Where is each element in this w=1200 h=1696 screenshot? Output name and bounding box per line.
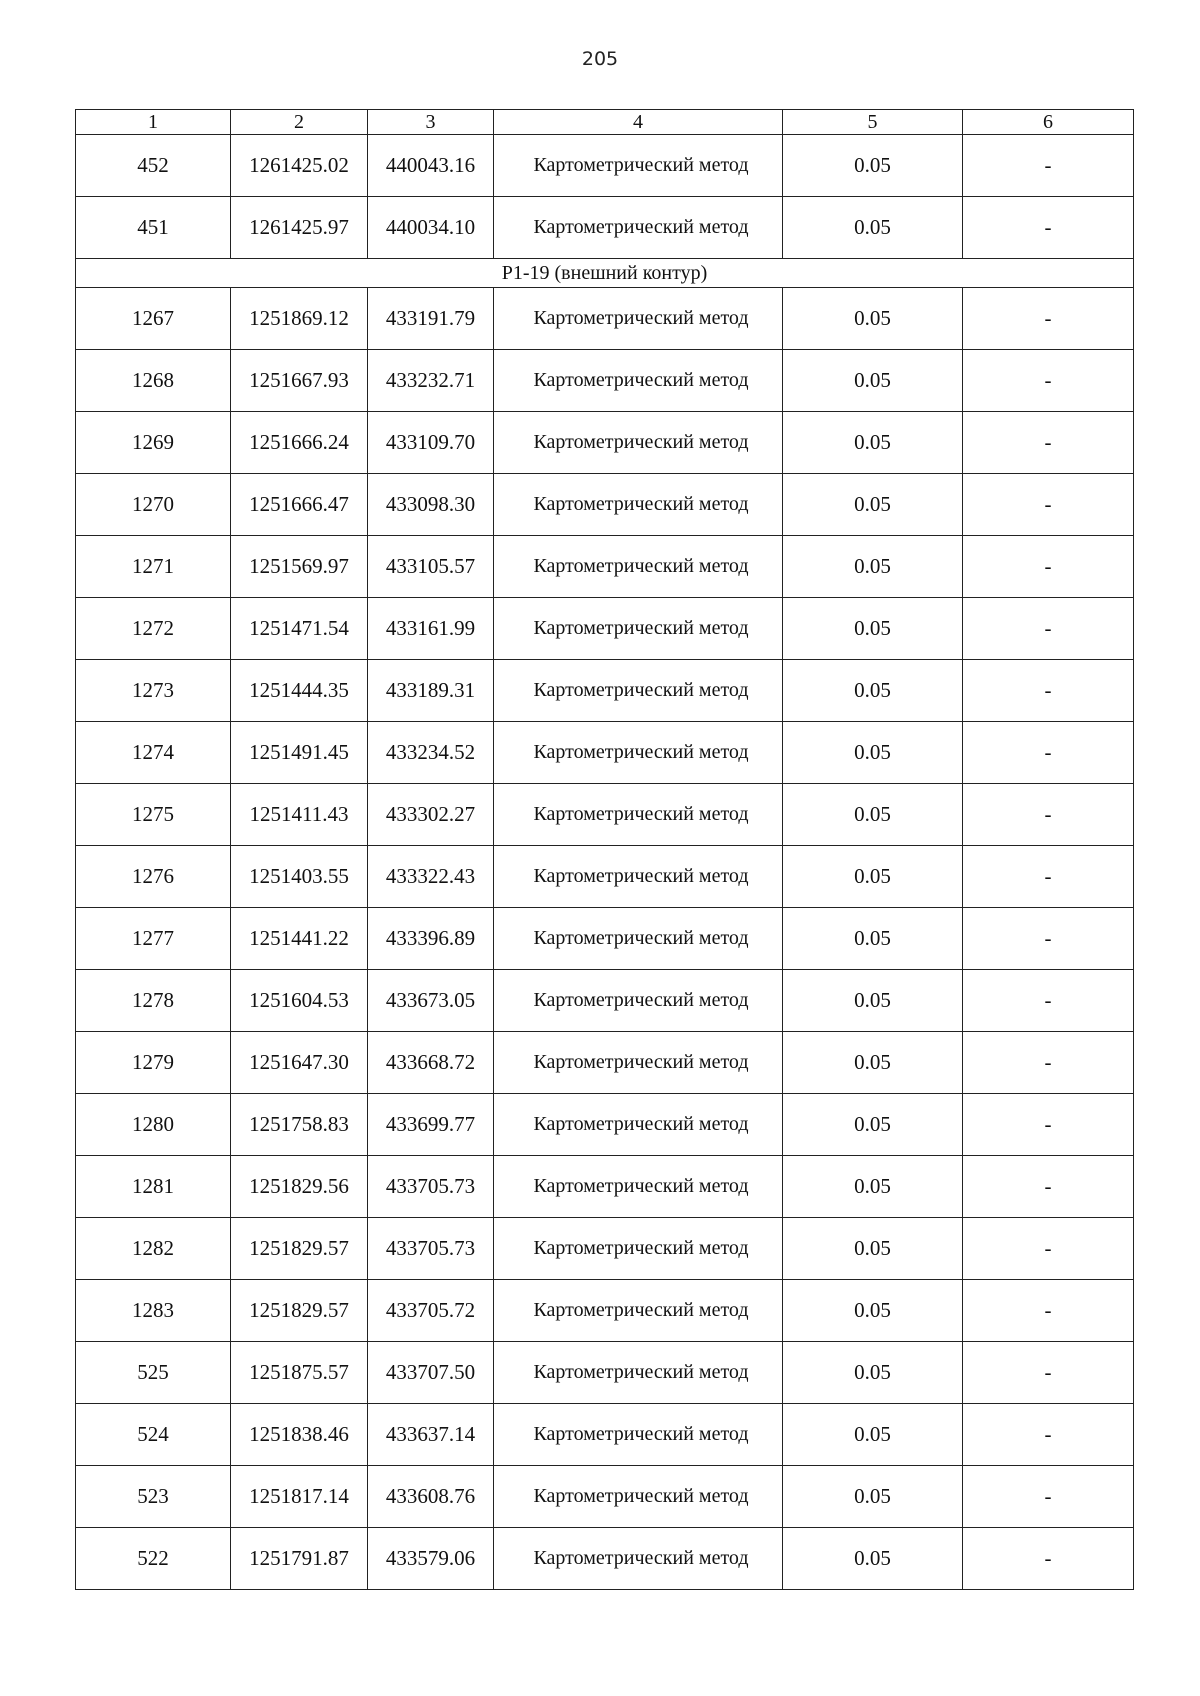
y-coordinate-cell: 433705.72	[368, 1280, 494, 1342]
note-cell: -	[963, 1342, 1134, 1404]
accuracy-cell: 0.05	[783, 722, 963, 784]
table-row	[76, 1342, 1134, 1404]
y-coordinate-cell: 433699.77	[368, 1094, 494, 1156]
method-cell: Картометрический метод	[494, 135, 783, 197]
note-cell: -	[963, 474, 1134, 536]
note-cell: -	[963, 1528, 1134, 1590]
point-cell: 523	[76, 1466, 231, 1528]
header-cell: 6	[963, 110, 1134, 135]
x-coordinate-cell: 1251829.56	[231, 1156, 368, 1218]
point-cell: 1272	[76, 598, 231, 660]
y-coordinate-cell: 433668.72	[368, 1032, 494, 1094]
note-cell: -	[963, 846, 1134, 908]
accuracy-cell: 0.05	[783, 784, 963, 846]
note-cell: -	[963, 1280, 1134, 1342]
accuracy-cell: 0.05	[783, 598, 963, 660]
accuracy-cell: 0.05	[783, 412, 963, 474]
method-cell: Картометрический метод	[494, 1528, 783, 1590]
y-coordinate-cell: 440034.10	[368, 197, 494, 259]
table-row	[76, 1032, 1134, 1094]
accuracy-cell: 0.05	[783, 1032, 963, 1094]
header-cell: 5	[783, 110, 963, 135]
x-coordinate-cell: 1251569.97	[231, 536, 368, 598]
accuracy-cell: 0.05	[783, 908, 963, 970]
section-row	[76, 259, 1134, 288]
y-coordinate-cell: 440043.16	[368, 135, 494, 197]
header-row	[76, 110, 1134, 135]
accuracy-cell: 0.05	[783, 846, 963, 908]
y-coordinate-cell: 433705.73	[368, 1218, 494, 1280]
y-coordinate-cell: 433232.71	[368, 350, 494, 412]
point-cell: 1267	[76, 288, 231, 350]
table-row	[76, 1094, 1134, 1156]
point-cell: 1282	[76, 1218, 231, 1280]
table-row	[76, 412, 1134, 474]
point-cell: 451	[76, 197, 231, 259]
point-cell: 1275	[76, 784, 231, 846]
accuracy-cell: 0.05	[783, 474, 963, 536]
method-cell: Картометрический метод	[494, 288, 783, 350]
x-coordinate-cell: 1251491.45	[231, 722, 368, 784]
method-cell: Картометрический метод	[494, 722, 783, 784]
method-cell: Картометрический метод	[494, 1466, 783, 1528]
point-cell: 1271	[76, 536, 231, 598]
point-cell: 1273	[76, 660, 231, 722]
x-coordinate-cell: 1251869.12	[231, 288, 368, 350]
table-row	[76, 1156, 1134, 1218]
x-coordinate-cell: 1251403.55	[231, 846, 368, 908]
x-coordinate-cell: 1251411.43	[231, 784, 368, 846]
point-cell: 522	[76, 1528, 231, 1590]
accuracy-cell: 0.05	[783, 1404, 963, 1466]
note-cell: -	[963, 288, 1134, 350]
table-row	[76, 1280, 1134, 1342]
y-coordinate-cell: 433189.31	[368, 660, 494, 722]
note-cell: -	[963, 536, 1134, 598]
table-row	[76, 970, 1134, 1032]
accuracy-cell: 0.05	[783, 1280, 963, 1342]
table-row	[76, 197, 1134, 259]
accuracy-cell: 0.05	[783, 197, 963, 259]
y-coordinate-cell: 433396.89	[368, 908, 494, 970]
table-row	[76, 598, 1134, 660]
accuracy-cell: 0.05	[783, 1342, 963, 1404]
note-cell: -	[963, 1032, 1134, 1094]
x-coordinate-cell: 1251444.35	[231, 660, 368, 722]
point-cell: 1279	[76, 1032, 231, 1094]
x-coordinate-cell: 1251441.22	[231, 908, 368, 970]
table-row	[76, 536, 1134, 598]
accuracy-cell: 0.05	[783, 1528, 963, 1590]
note-cell: -	[963, 908, 1134, 970]
y-coordinate-cell: 433161.99	[368, 598, 494, 660]
method-cell: Картометрический метод	[494, 474, 783, 536]
x-coordinate-cell: 1251647.30	[231, 1032, 368, 1094]
method-cell: Картометрический метод	[494, 1218, 783, 1280]
y-coordinate-cell: 433234.52	[368, 722, 494, 784]
method-cell: Картометрический метод	[494, 660, 783, 722]
method-cell: Картометрический метод	[494, 350, 783, 412]
point-cell: 1276	[76, 846, 231, 908]
table-row	[76, 1218, 1134, 1280]
point-cell: 1268	[76, 350, 231, 412]
y-coordinate-cell: 433109.70	[368, 412, 494, 474]
y-coordinate-cell: 433608.76	[368, 1466, 494, 1528]
header-cell: 3	[368, 110, 494, 135]
x-coordinate-cell: 1251829.57	[231, 1218, 368, 1280]
accuracy-cell: 0.05	[783, 1466, 963, 1528]
y-coordinate-cell: 433705.73	[368, 1156, 494, 1218]
method-cell: Картометрический метод	[494, 1342, 783, 1404]
note-cell: -	[963, 970, 1134, 1032]
table-row	[76, 722, 1134, 784]
table-row	[76, 135, 1134, 197]
y-coordinate-cell: 433098.30	[368, 474, 494, 536]
method-cell: Картометрический метод	[494, 598, 783, 660]
y-coordinate-cell: 433707.50	[368, 1342, 494, 1404]
table-body	[76, 135, 1134, 1590]
table-row	[76, 1528, 1134, 1590]
accuracy-cell: 0.05	[783, 536, 963, 598]
x-coordinate-cell: 1251471.54	[231, 598, 368, 660]
accuracy-cell: 0.05	[783, 1156, 963, 1218]
point-cell: 1281	[76, 1156, 231, 1218]
y-coordinate-cell: 433105.57	[368, 536, 494, 598]
x-coordinate-cell: 1251666.47	[231, 474, 368, 536]
note-cell: -	[963, 1218, 1134, 1280]
note-cell: -	[963, 1466, 1134, 1528]
point-cell: 525	[76, 1342, 231, 1404]
table-row	[76, 1466, 1134, 1528]
x-coordinate-cell: 1251791.87	[231, 1528, 368, 1590]
y-coordinate-cell: 433322.43	[368, 846, 494, 908]
accuracy-cell: 0.05	[783, 288, 963, 350]
table-row	[76, 660, 1134, 722]
note-cell: -	[963, 784, 1134, 846]
accuracy-cell: 0.05	[783, 1094, 963, 1156]
point-cell: 1283	[76, 1280, 231, 1342]
coordinates-table	[75, 109, 1134, 1590]
method-cell: Картометрический метод	[494, 197, 783, 259]
method-cell: Картометрический метод	[494, 1032, 783, 1094]
point-cell: 452	[76, 135, 231, 197]
method-cell: Картометрический метод	[494, 908, 783, 970]
y-coordinate-cell: 433191.79	[368, 288, 494, 350]
accuracy-cell: 0.05	[783, 135, 963, 197]
note-cell: -	[963, 1404, 1134, 1466]
x-coordinate-cell: 1251838.46	[231, 1404, 368, 1466]
point-cell: 524	[76, 1404, 231, 1466]
table-row	[76, 784, 1134, 846]
note-cell: -	[963, 412, 1134, 474]
x-coordinate-cell: 1251666.24	[231, 412, 368, 474]
y-coordinate-cell: 433673.05	[368, 970, 494, 1032]
x-coordinate-cell: 1251758.83	[231, 1094, 368, 1156]
note-cell: -	[963, 135, 1134, 197]
note-cell: -	[963, 350, 1134, 412]
method-cell: Картометрический метод	[494, 412, 783, 474]
x-coordinate-cell: 1251817.14	[231, 1466, 368, 1528]
x-coordinate-cell: 1261425.02	[231, 135, 368, 197]
method-cell: Картометрический метод	[494, 784, 783, 846]
x-coordinate-cell: 1251875.57	[231, 1342, 368, 1404]
header-cell: 2	[231, 110, 368, 135]
accuracy-cell: 0.05	[783, 350, 963, 412]
table-row	[76, 350, 1134, 412]
point-cell: 1280	[76, 1094, 231, 1156]
accuracy-cell: 0.05	[783, 970, 963, 1032]
note-cell: -	[963, 660, 1134, 722]
x-coordinate-cell: 1251829.57	[231, 1280, 368, 1342]
table-row	[76, 474, 1134, 536]
point-cell: 1278	[76, 970, 231, 1032]
table-row	[76, 288, 1134, 350]
method-cell: Картометрический метод	[494, 970, 783, 1032]
method-cell: Картометрический метод	[494, 1404, 783, 1466]
y-coordinate-cell: 433579.06	[368, 1528, 494, 1590]
header-cell: 1	[76, 110, 231, 135]
method-cell: Картометрический метод	[494, 1280, 783, 1342]
point-cell: 1277	[76, 908, 231, 970]
section-title: Р1-19 (внешний контур)	[76, 259, 1134, 288]
y-coordinate-cell: 433302.27	[368, 784, 494, 846]
note-cell: -	[963, 722, 1134, 784]
point-cell: 1274	[76, 722, 231, 784]
note-cell: -	[963, 598, 1134, 660]
note-cell: -	[963, 197, 1134, 259]
table-row	[76, 846, 1134, 908]
table-row	[76, 1404, 1134, 1466]
method-cell: Картометрический метод	[494, 536, 783, 598]
accuracy-cell: 0.05	[783, 1218, 963, 1280]
note-cell: -	[963, 1156, 1134, 1218]
x-coordinate-cell: 1251667.93	[231, 350, 368, 412]
x-coordinate-cell: 1251604.53	[231, 970, 368, 1032]
accuracy-cell: 0.05	[783, 660, 963, 722]
method-cell: Картометрический метод	[494, 1094, 783, 1156]
point-cell: 1270	[76, 474, 231, 536]
table-row	[76, 908, 1134, 970]
y-coordinate-cell: 433637.14	[368, 1404, 494, 1466]
header-cell: 4	[494, 110, 783, 135]
method-cell: Картометрический метод	[494, 846, 783, 908]
page-number: 205	[581, 48, 619, 70]
note-cell: -	[963, 1094, 1134, 1156]
point-cell: 1269	[76, 412, 231, 474]
x-coordinate-cell: 1261425.97	[231, 197, 368, 259]
method-cell: Картометрический метод	[494, 1156, 783, 1218]
